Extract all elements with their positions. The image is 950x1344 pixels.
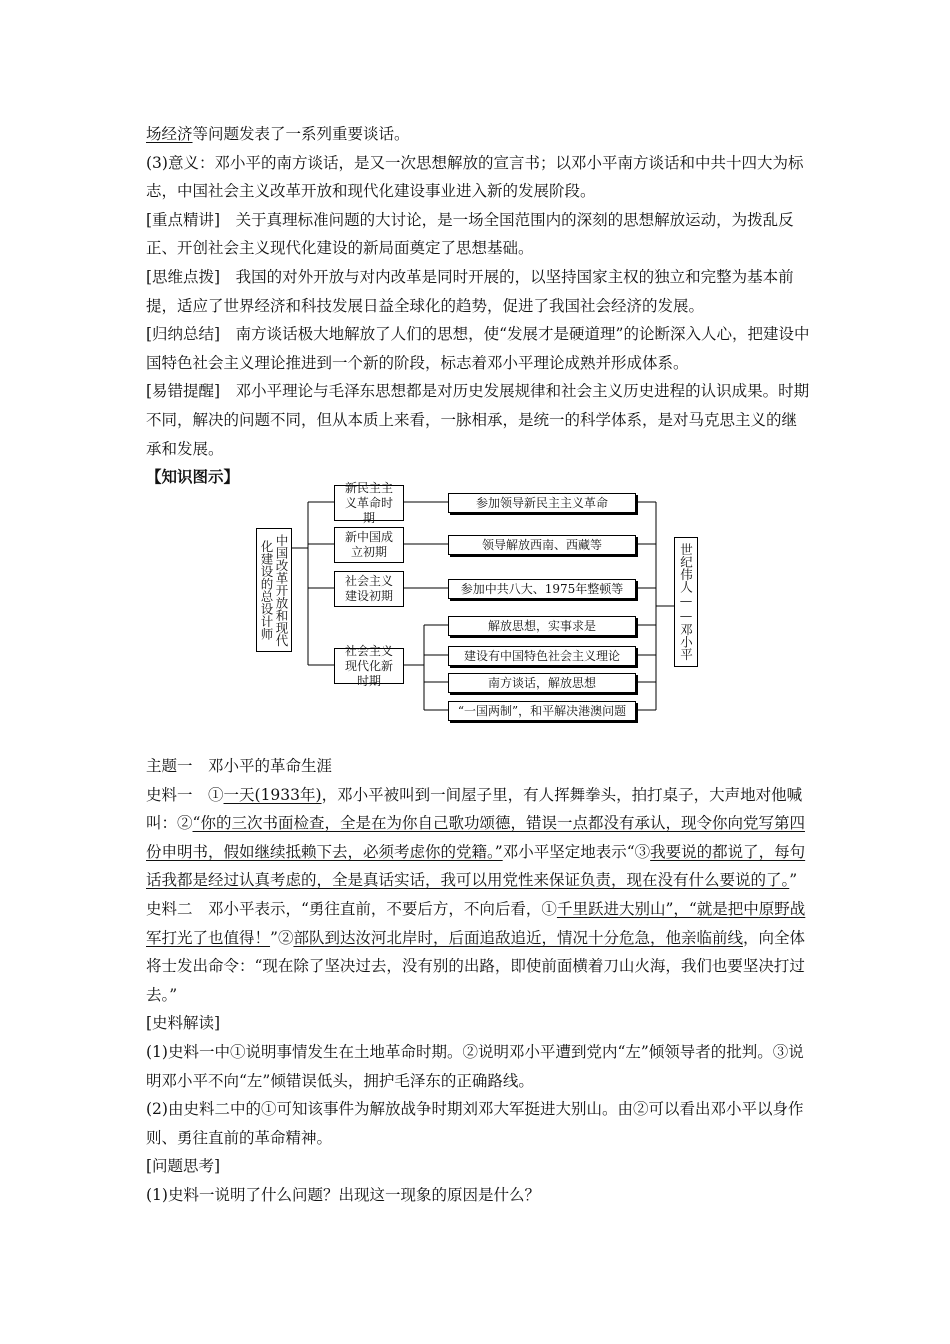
event-box-3: 参加中共八大、1975年整顿等 xyxy=(448,579,636,599)
text-run: (1)史料一说明了什么问题？出现这一现象的原因是什么？ xyxy=(146,1185,540,1204)
text-block-top xyxy=(146,120,810,492)
text-block-bottom xyxy=(146,752,810,1210)
paragraph-p5 xyxy=(146,320,810,377)
underlined-text: 部队到达汝河北岸时，后面追敌追近，情况十分危急，他亲临前线 xyxy=(293,928,743,947)
text-run: [重点精讲] 关于真理标准问题的大讨论，是一场全国范围内的深刻的思想解放运动，为拨乱反正、开创社会主义现代化建设的新局面奠定了思想基础。 xyxy=(146,210,794,258)
period-box-2: 新中国成立初期 xyxy=(334,527,404,563)
text-run: ” xyxy=(789,871,798,890)
paragraph-p4 xyxy=(146,263,810,320)
text-run: 等问题发表了一系列重要谈话。 xyxy=(192,125,410,143)
paragraph-q7 xyxy=(146,1152,810,1181)
text-run: 邓小平坚定地表示“③ xyxy=(502,842,651,861)
underlined-text: 千里跃进大别山”，“就是把中原野战军打光了也值得！ xyxy=(146,899,806,947)
period-box-3: 社会主义建设初期 xyxy=(334,571,404,607)
text-run: [易错提醒] 邓小平理论与毛泽东思想都是对历史发展规律和社会主义历史进程的认识成果。时期不同，解决的问题不同，但从本质上来看，一脉相承，是统一的科学体系，是对马克思主义的继承和发展。 xyxy=(146,382,810,458)
paragraph-q2 xyxy=(146,781,810,895)
text-run: (3)意义：邓小平的南方谈话，是又一次思想解放的宣言书；以邓小平南方谈话和中共十四大为标志，中国社会主义改革开放和现代化建设事业进入新的发展阶段。 xyxy=(146,153,804,201)
event-box-4: 解放思想，实事求是 xyxy=(448,616,636,636)
event-box-5: 建设有中国特色社会主义理论 xyxy=(448,646,636,666)
paragraph-q1 xyxy=(146,752,810,781)
underlined-text: “你的三次书面检查，全是在为你自己歌功颂德，错误一点都没有承认，现令你向党写第四份申明书，假如继续抵赖下去，必须考虑你的党籍。” xyxy=(146,814,805,861)
paragraph-q5 xyxy=(146,1038,810,1095)
event-box-2: 领导解放西南、西藏等 xyxy=(448,535,636,555)
text-run: ，邓小平被叫到一间屋子里，有人挥舞拳头，拍打桌子，大声地对他喊叫：② xyxy=(146,785,803,833)
text-run: (2)由史料二中的①可知该事件为解放战争时期刘邓大军挺进大别山。由②可以看出邓小平以身作则、勇往直前的革命精神。 xyxy=(146,1100,804,1147)
diagram-left-box: 中国改革开放和现代化建设的总设计师 xyxy=(256,528,292,652)
paragraph-p3 xyxy=(146,206,810,263)
event-box-7: “一国两制”，和平解决港澳问题 xyxy=(448,701,636,721)
event-box-6: 南方谈话，解放思想 xyxy=(448,673,636,693)
paragraph-q3 xyxy=(146,895,810,1009)
period-box-1: 新民主主义革命时期 xyxy=(334,485,404,521)
diagram-right-box: 世纪伟人——邓小平 xyxy=(674,537,698,667)
text-run: 主题一 邓小平的革命生涯 xyxy=(146,757,333,775)
paragraph-p2 xyxy=(146,149,810,206)
text-run: [思维点拨] 我国的对外开放与对内改革是同时开展的，以坚持国家主权的独立和完整为基本前提，适应了世界经济和科技发展日益全球化的趋势，促进了我国社会经济的发展。 xyxy=(146,267,794,315)
paragraph-q8 xyxy=(146,1181,810,1210)
text-run: 【知识图示】 xyxy=(146,467,240,487)
text-run: 史料一 ① xyxy=(146,785,224,804)
paragraph-p1 xyxy=(146,120,810,149)
period-box-4: 社会主义现代化新时期 xyxy=(334,648,404,684)
text-run: (1)史料一中①说明事情发生在土地革命时期。②说明邓小平遭到党内“左”倾领导者的批判。③说明邓小平不向“左”倾错误低头，拥护毛泽东的正确路线。 xyxy=(146,1042,804,1090)
event-box-1: 参加领导新民主主义革命 xyxy=(448,493,636,513)
paragraph-q6 xyxy=(146,1095,810,1152)
knowledge-diagram xyxy=(250,482,710,724)
paragraph-q4 xyxy=(146,1009,810,1038)
text-run: [问题思考] xyxy=(146,1157,221,1176)
underlined-text: 场经济 xyxy=(146,125,193,143)
underlined-text: 我要说的都说了，每句话我都是经过认真考虑的，全是真话实话，我可以用党性来保证负责，现在没有什么要说的了。 xyxy=(146,842,806,890)
text-run: ”② xyxy=(270,928,294,947)
underlined-text: 一天(1933年) xyxy=(223,785,322,804)
text-run: [归纳总结] 南方谈话极大地解放了人们的思想，使“发展才是硬道理”的论断深入人心，把建设中国特色社会主义理论推进到一个新的阶段，标志着邓小平理论成熟并形成体系。 xyxy=(146,325,810,372)
text-run: 史料二 邓小平表示，“勇往直前，不要后方，不向后看，① xyxy=(146,899,557,918)
paragraph-p6 xyxy=(146,377,810,463)
text-run: [史料解读] xyxy=(146,1014,221,1033)
text-run: ，向全体将士发出命令：“现在除了坚决过去，没有别的出路，即使前面横着刀山火海，我们也要坚决打过去。” xyxy=(146,928,805,1004)
